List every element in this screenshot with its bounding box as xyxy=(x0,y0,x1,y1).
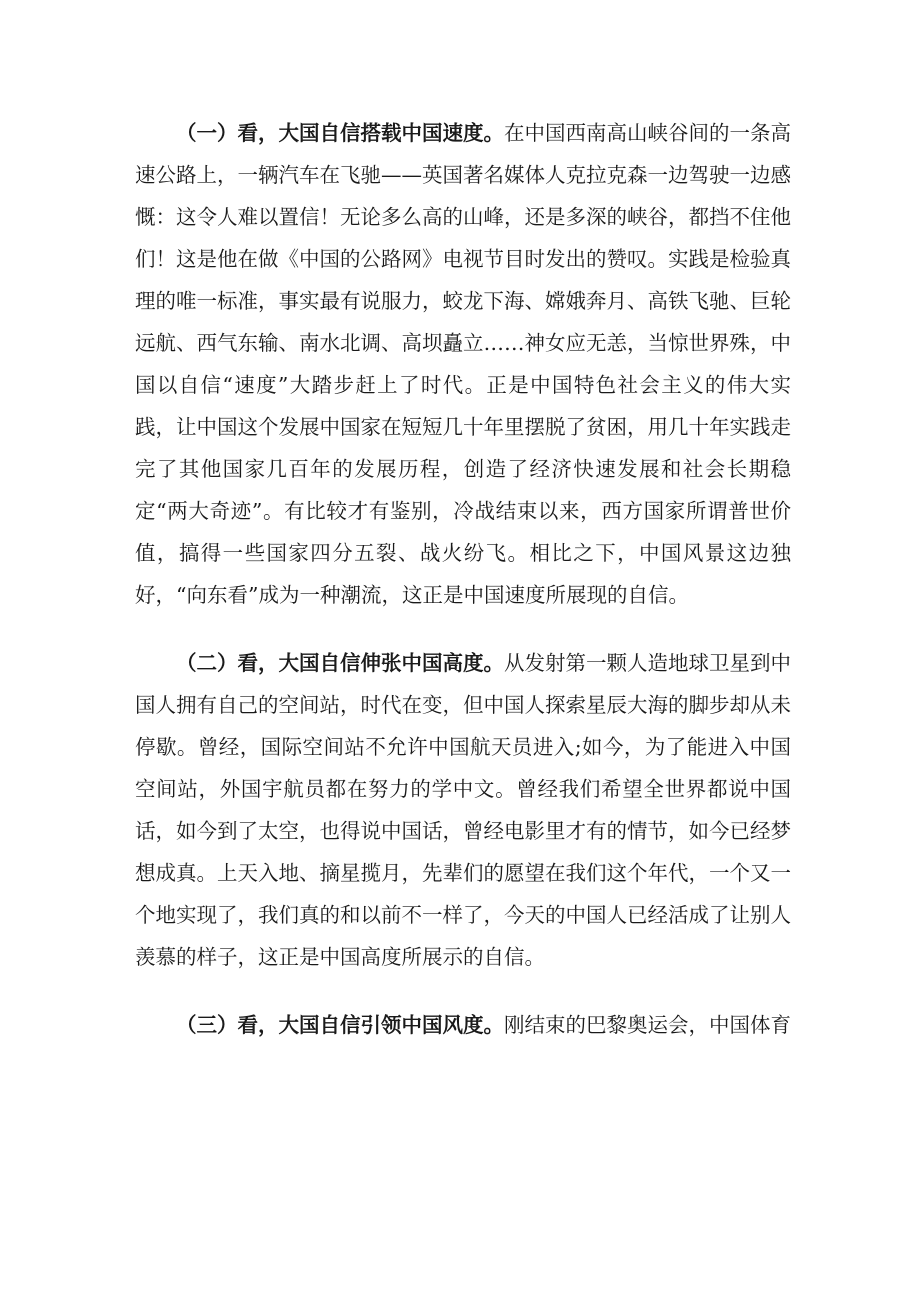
paragraph-height xyxy=(135,642,791,978)
paragraph-heading: （一）看，大国自信搭载中国速度。 xyxy=(176,121,504,145)
paragraph-body: 在中国西南高山峡谷间的一条高速公路上，一辆汽车在飞驰——英国著名媒体人克拉克森一边驾驶一边感慨：这令人难以置信！无论多么高的山峰，还是多深的峡谷，都挡不住他们！这是他在做《中国的公路网》电视节目时发出的赞叹。实践是检验真理的唯一标准，事实最有说服力，蛟龙下海、嫦娥奔月、高铁飞驰、巨轮远航、西气东输、南水北调、高坝矗立……神女应无恙，当惊世界殊，中国以自信“速度”大踏步赶上了时代。正是中国特色社会主义的伟大实践，让中国这个发展中国家在短短几十年里摆脱了贫困，用几十年实践走完了其他国家几百年的发展历程，创造了经济快速发展和社会长期稳定“两大奇迹”。有比较才有鉴别，冷战结束以来，西方国家所谓普世价值，搞得一些国家四分五裂、战火纷飞。相比之下，中国风景这边独好，“向东看”成为一种潮流，这正是中国速度所展现的自信。 xyxy=(135,121,791,607)
paragraph-speed xyxy=(135,112,791,616)
paragraph-heading: （三）看，大国自信引领中国风度。 xyxy=(176,1013,504,1037)
paragraph-demeanor xyxy=(135,1004,791,1046)
document-page xyxy=(135,112,791,1046)
paragraph-heading: （二）看，大国自信伸张中国高度。 xyxy=(176,651,504,675)
paragraph-body: 从发射第一颗人造地球卫星到中国人拥有自己的空间站，时代在变，但中国人探索星辰大海的脚步却从未停歇。曾经，国际空间站不允许中国航天员进入;如今，为了能进入中国空间站，外国宇航员都在努力的学中文。曾经我们希望全世界都说中国话，如今到了太空，也得说中国话，曾经电影里才有的情节，如今已经梦想成真。上天入地、摘星揽月，先辈们的愿望在我们这个年代，一个又一个地实现了，我们真的和以前不一样了，今天的中国人已经活成了让别人羡慕的样子，这正是中国高度所展示的自信。 xyxy=(135,651,791,969)
paragraph-body: 刚结束的巴黎奥运会，中国体育 xyxy=(504,1013,791,1037)
